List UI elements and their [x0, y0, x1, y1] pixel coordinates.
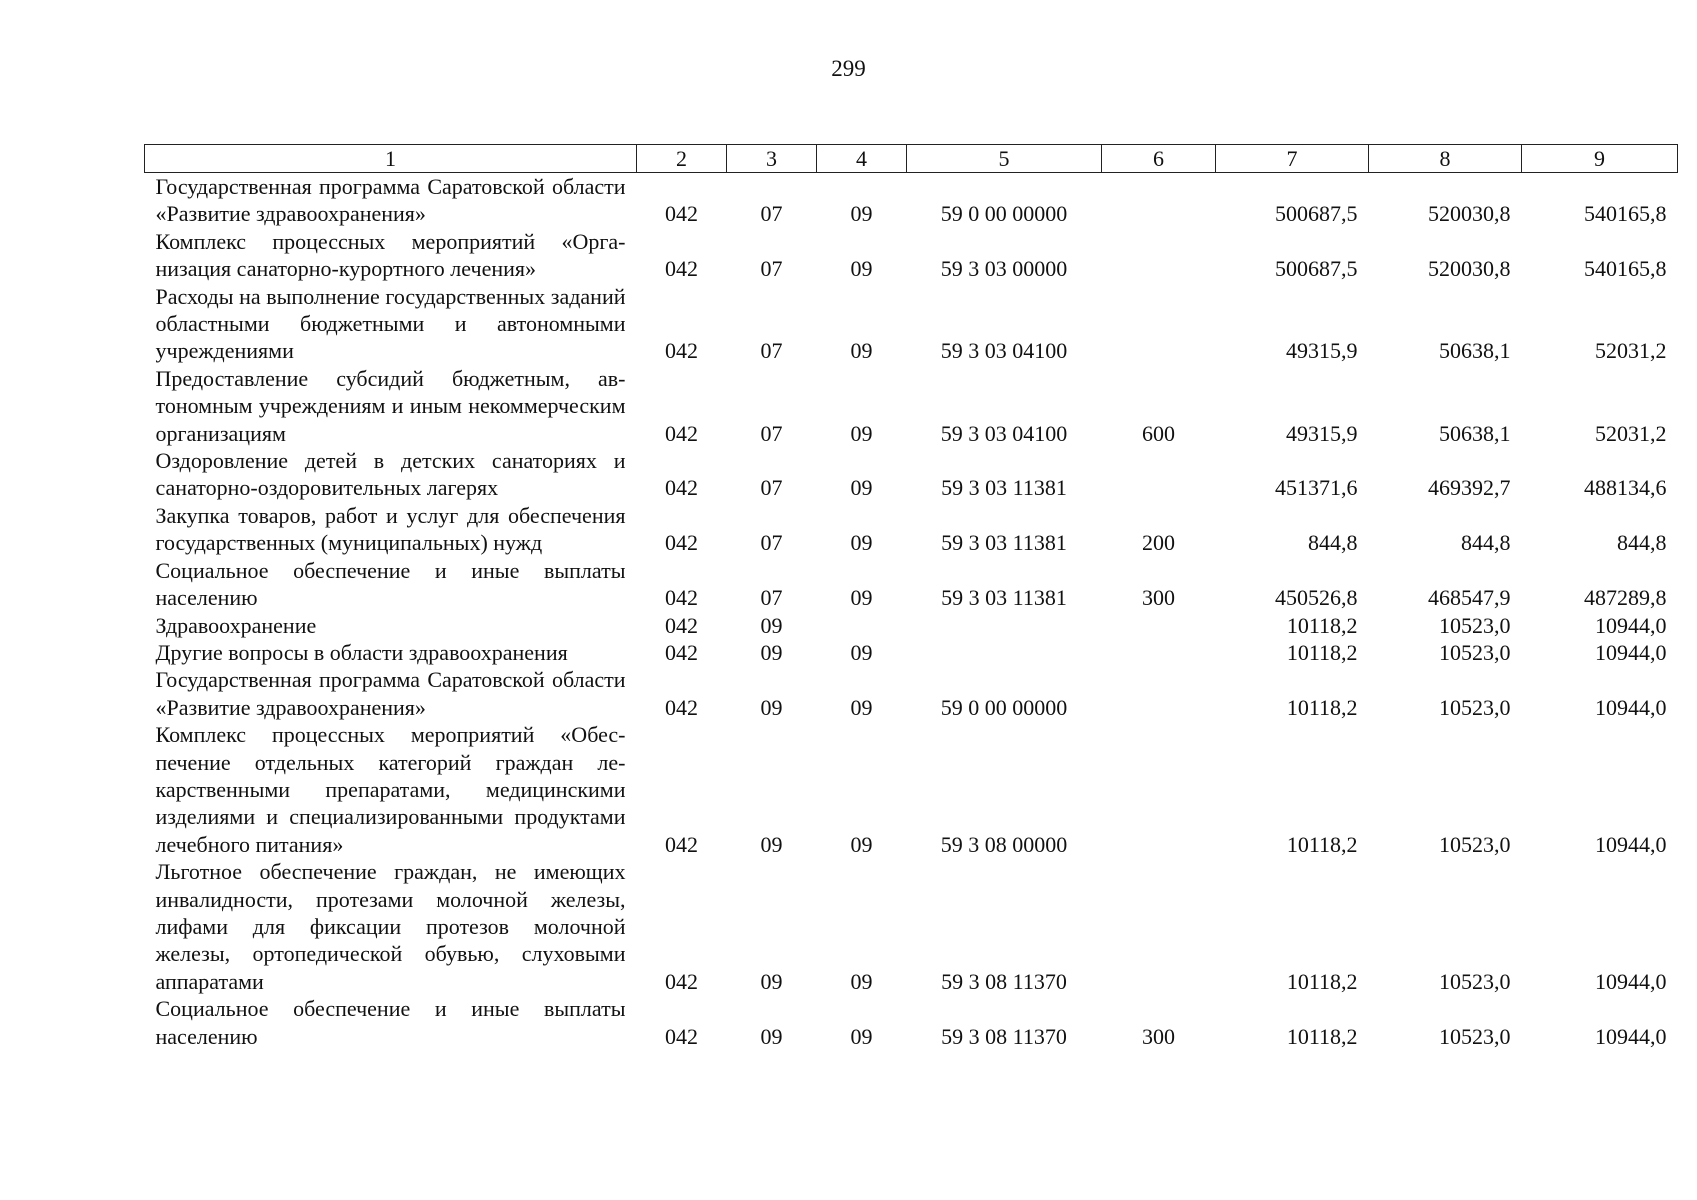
row-target-article-cell: 59 3 03 04100	[940, 338, 1068, 364]
row-amount-year1-cell: 10118,2	[1286, 831, 1358, 857]
row-expense-type-cell: 300	[1142, 1023, 1175, 1049]
row-subsection-cell: 09	[850, 201, 873, 227]
row-amount-year1-cell: 10118,2	[1286, 694, 1358, 720]
row-section-cell: 09	[760, 639, 783, 665]
row-expense-type-cell	[1102, 228, 1216, 283]
row-section-cell: 09	[760, 612, 783, 638]
row-amount-year3-cell: 10944,0	[1595, 639, 1667, 665]
row-amount-year1-cell: 49315,9	[1286, 338, 1358, 364]
row-subsection-cell: 09	[850, 475, 873, 501]
row-subsection-cell	[817, 612, 907, 639]
row-subsection-cell: 09	[850, 639, 873, 665]
row-expense-type-cell: 200	[1142, 530, 1175, 556]
row-name-cell: Льготное обеспечение граждан, не имеющих инвалидности, протезами молочной железы, лифами для фиксации протезов молочной железы, ортопедической обувью, слуховыми аппаратами	[155, 859, 626, 994]
header-row	[145, 145, 1678, 173]
row-name-cell: Государственная программа Саратовской области «Развитие здравоохранения»	[155, 174, 626, 227]
table-row	[145, 283, 1678, 365]
row-expense-type-cell	[1102, 283, 1216, 365]
row-amount-year1-cell: 500687,5	[1275, 256, 1358, 282]
row-ministry-code-cell: 042	[665, 694, 698, 720]
row-name-cell: Социальное обеспечение и иные выплаты населению	[155, 996, 626, 1049]
table-row	[145, 858, 1678, 995]
row-section-cell: 07	[760, 585, 783, 611]
table-row	[145, 557, 1678, 612]
row-section-cell: 07	[760, 201, 783, 227]
row-ministry-code-cell: 042	[665, 1023, 698, 1049]
row-subsection-cell: 09	[850, 831, 873, 857]
row-expense-type-cell	[1102, 721, 1216, 858]
row-amount-year2-cell: 10523,0	[1439, 694, 1511, 720]
row-subsection-cell: 09	[850, 420, 873, 446]
column-header: 9	[1522, 145, 1678, 173]
row-amount-year1-cell: 10118,2	[1286, 968, 1358, 994]
column-header: 8	[1369, 145, 1522, 173]
row-amount-year1-cell: 450526,8	[1275, 585, 1358, 611]
row-subsection-cell: 09	[850, 585, 873, 611]
row-amount-year2-cell: 50638,1	[1439, 420, 1511, 446]
row-ministry-code-cell: 042	[665, 420, 698, 446]
table-row	[145, 447, 1678, 502]
row-target-article-cell	[907, 639, 1102, 666]
row-amount-year3-cell: 10944,0	[1595, 968, 1667, 994]
row-section-cell: 07	[760, 420, 783, 446]
row-ministry-code-cell: 042	[665, 612, 698, 638]
row-expense-type-cell	[1102, 666, 1216, 721]
row-amount-year2-cell: 468547,9	[1428, 585, 1511, 611]
row-section-cell: 09	[760, 831, 783, 857]
row-expense-type-cell	[1102, 858, 1216, 995]
row-amount-year2-cell: 10523,0	[1439, 639, 1511, 665]
row-section-cell: 07	[760, 530, 783, 556]
row-amount-year3-cell: 52031,2	[1595, 420, 1667, 446]
row-section-cell: 07	[760, 256, 783, 282]
row-expense-type-cell: 600	[1142, 420, 1175, 446]
table-row	[145, 721, 1678, 858]
table-row	[145, 666, 1678, 721]
table-row	[145, 502, 1678, 557]
row-section-cell: 07	[760, 475, 783, 501]
row-section-cell: 09	[760, 968, 783, 994]
row-target-article-cell: 59 3 03 11381	[941, 475, 1067, 501]
row-target-article-cell: 59 3 03 00000	[940, 256, 1068, 282]
row-expense-type-cell	[1102, 447, 1216, 502]
row-target-article-cell: 59 3 03 11381	[941, 530, 1067, 556]
row-amount-year1-cell: 10118,2	[1286, 1023, 1358, 1049]
row-expense-type-cell: 300	[1142, 585, 1175, 611]
row-amount-year2-cell: 10523,0	[1439, 1023, 1511, 1049]
row-subsection-cell: 09	[850, 694, 873, 720]
row-target-article-cell: 59 3 08 11370	[941, 968, 1067, 994]
row-target-article-cell: 59 3 03 11381	[941, 585, 1067, 611]
row-expense-type-cell	[1102, 612, 1216, 639]
row-amount-year2-cell: 10523,0	[1439, 612, 1511, 638]
row-amount-year2-cell: 520030,8	[1428, 256, 1511, 282]
page-number: 299	[831, 56, 866, 81]
row-amount-year3-cell: 10944,0	[1595, 612, 1667, 638]
row-target-article-cell	[907, 612, 1102, 639]
row-name-cell: Другие вопросы в области здравоохранения	[155, 639, 568, 665]
row-ministry-code-cell: 042	[665, 585, 698, 611]
row-name-cell: Социальное обеспечение и иные выплаты населению	[155, 557, 626, 611]
row-amount-year3-cell: 487289,8	[1584, 585, 1667, 611]
row-expense-type-cell	[1102, 173, 1216, 228]
row-target-article-cell: 59 3 08 11370	[941, 1023, 1067, 1049]
row-ministry-code-cell: 042	[665, 201, 698, 227]
column-header: 6	[1102, 145, 1216, 173]
column-header: 5	[907, 145, 1102, 173]
row-amount-year1-cell: 451371,6	[1275, 475, 1358, 501]
row-section-cell: 09	[760, 1023, 783, 1049]
table-row	[145, 639, 1678, 666]
row-target-article-cell: 59 3 03 04100	[940, 420, 1068, 446]
row-ministry-code-cell: 042	[665, 639, 698, 665]
row-target-article-cell: 59 3 08 00000	[940, 831, 1068, 857]
column-header: 3	[727, 145, 817, 173]
row-subsection-cell: 09	[850, 338, 873, 364]
row-name-cell: Расходы на выполнение государственных заданий областными бюджетными и автономными учреждениями	[155, 283, 626, 364]
row-target-article-cell: 59 0 00 00000	[940, 201, 1068, 227]
row-amount-year3-cell: 540165,8	[1584, 256, 1667, 282]
row-ministry-code-cell: 042	[665, 831, 698, 857]
row-ministry-code-cell: 042	[665, 338, 698, 364]
table-row	[145, 228, 1678, 283]
row-section-cell: 07	[760, 338, 783, 364]
row-amount-year2-cell: 844,8	[1461, 530, 1511, 556]
row-ministry-code-cell: 042	[665, 256, 698, 282]
row-amount-year1-cell: 49315,9	[1286, 420, 1358, 446]
row-ministry-code-cell: 042	[665, 530, 698, 556]
row-subsection-cell: 09	[850, 256, 873, 282]
row-name-cell: Предоставление субсидий бюджетным, автономным учреждениям и иным некоммерческим организациям	[155, 365, 626, 446]
row-ministry-code-cell: 042	[665, 968, 698, 994]
row-amount-year3-cell: 10944,0	[1595, 694, 1667, 720]
row-amount-year2-cell: 520030,8	[1428, 201, 1511, 227]
row-amount-year3-cell: 52031,2	[1595, 338, 1667, 364]
row-amount-year3-cell: 540165,8	[1584, 201, 1667, 227]
table-body	[145, 173, 1678, 1051]
row-amount-year1-cell: 500687,5	[1275, 201, 1358, 227]
row-amount-year2-cell: 469392,7	[1428, 475, 1511, 501]
row-target-article-cell: 59 0 00 00000	[940, 694, 1068, 720]
row-subsection-cell: 09	[850, 1023, 873, 1049]
table-row	[145, 173, 1678, 228]
row-name-cell: Комплекс процессных мероприятий «Обеспечение отдельных категорий граждан лекарственными препаратами, медицинскими изделиями и специализированными продуктами лечебного питания»	[155, 722, 626, 857]
row-amount-year3-cell: 844,8	[1617, 530, 1667, 556]
row-amount-year3-cell: 10944,0	[1595, 831, 1667, 857]
row-subsection-cell: 09	[850, 530, 873, 556]
table-row	[145, 995, 1678, 1050]
column-header: 7	[1216, 145, 1369, 173]
column-header: 1	[145, 145, 637, 173]
row-amount-year2-cell: 50638,1	[1439, 338, 1511, 364]
budget-table	[144, 144, 1678, 1050]
column-header: 4	[817, 145, 907, 173]
row-name-cell: Закупка товаров, работ и услуг для обеспечения государственных (муниципальных) нужд	[155, 502, 626, 556]
row-name-cell: Оздоровление детей в детских санаториях и санаторно-оздоровительных лагерях	[155, 448, 626, 501]
table-row	[145, 612, 1678, 639]
row-amount-year2-cell: 10523,0	[1439, 968, 1511, 994]
row-amount-year1-cell: 844,8	[1308, 530, 1358, 556]
row-amount-year3-cell: 10944,0	[1595, 1023, 1667, 1049]
row-amount-year3-cell: 488134,6	[1584, 475, 1667, 501]
row-amount-year2-cell: 10523,0	[1439, 831, 1511, 857]
table-row	[145, 365, 1678, 447]
row-section-cell: 09	[760, 694, 783, 720]
row-expense-type-cell	[1102, 639, 1216, 666]
row-ministry-code-cell: 042	[665, 475, 698, 501]
row-subsection-cell: 09	[850, 968, 873, 994]
row-name-cell: Комплекс процессных мероприятий «Организация санаторно-курортного лечения»	[155, 228, 626, 282]
row-name-cell: Здравоохранение	[155, 612, 317, 638]
row-amount-year1-cell: 10118,2	[1286, 639, 1358, 665]
row-amount-year1-cell: 10118,2	[1286, 612, 1358, 638]
column-header: 2	[637, 145, 727, 173]
row-name-cell: Государственная программа Саратовской области «Развитие здравоохранения»	[155, 667, 626, 720]
